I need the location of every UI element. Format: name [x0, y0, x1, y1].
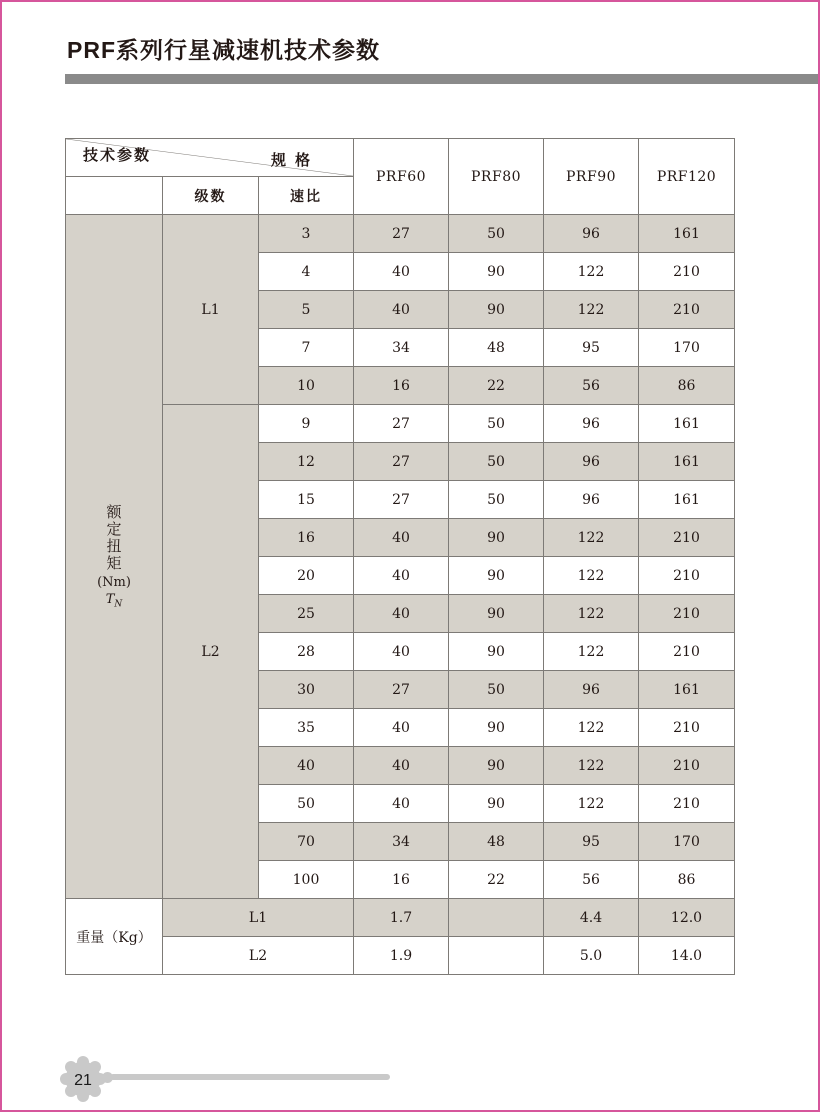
- ratio-cell: 40: [259, 747, 354, 785]
- torque-value-cell: 122: [544, 291, 639, 329]
- weight-row-l1: [66, 899, 735, 937]
- page-title: PRF系列行星减速机技术参数: [67, 37, 380, 63]
- torque-value-cell: 210: [639, 709, 735, 747]
- torque-value-cell: 22: [449, 367, 544, 405]
- torque-value-cell: 16: [354, 367, 449, 405]
- torque-value-cell: 161: [639, 443, 735, 481]
- torque-value-cell: 161: [639, 405, 735, 443]
- ratio-cell: 4: [259, 253, 354, 291]
- torque-value-cell: 27: [354, 443, 449, 481]
- page-number-gear-badge: [57, 1053, 109, 1105]
- torque-value-cell: 27: [354, 481, 449, 519]
- ratio-cell: 7: [259, 329, 354, 367]
- torque-value-cell: 27: [354, 671, 449, 709]
- stage-group-L1: L1: [163, 215, 259, 405]
- header-row-1: [66, 139, 735, 177]
- ratio-cell: 15: [259, 481, 354, 519]
- spec-table: [65, 138, 735, 975]
- torque-value-cell: 50: [449, 671, 544, 709]
- torque-value-cell: 90: [449, 709, 544, 747]
- weight-value: 5.0: [544, 937, 639, 975]
- ratio-cell: 12: [259, 443, 354, 481]
- torque-value-cell: 96: [544, 405, 639, 443]
- torque-value-cell: 170: [639, 329, 735, 367]
- ratio-cell: 3: [259, 215, 354, 253]
- torque-value-cell: 161: [639, 671, 735, 709]
- torque-value-cell: 210: [639, 785, 735, 823]
- torque-value-cell: 90: [449, 785, 544, 823]
- weight-value: [449, 899, 544, 937]
- torque-value-cell: 40: [354, 785, 449, 823]
- weight-value: 12.0: [639, 899, 735, 937]
- weight-row-l2: [66, 937, 735, 975]
- weight-value: 1.7: [354, 899, 449, 937]
- torque-value-cell: 90: [449, 253, 544, 291]
- ratio-cell: 16: [259, 519, 354, 557]
- corner-empty-cell: [66, 177, 163, 215]
- torque-value-cell: 122: [544, 519, 639, 557]
- column-header-prf80: PRF80: [449, 139, 544, 215]
- corner-params-label: 技术参数: [83, 147, 152, 164]
- torque-value-cell: 210: [639, 633, 735, 671]
- ratio-cell: 35: [259, 709, 354, 747]
- torque-value-cell: 122: [544, 253, 639, 291]
- table-row: [66, 405, 735, 443]
- torque-value-cell: 50: [449, 481, 544, 519]
- torque-value-cell: 170: [639, 823, 735, 861]
- torque-value-cell: 122: [544, 633, 639, 671]
- weight-label: 重量（Kg）: [66, 899, 163, 975]
- torque-value-cell: 96: [544, 671, 639, 709]
- torque-value-cell: 40: [354, 291, 449, 329]
- torque-value-cell: 96: [544, 481, 639, 519]
- torque-value-cell: 40: [354, 709, 449, 747]
- torque-value-cell: 48: [449, 329, 544, 367]
- ratio-cell: 70: [259, 823, 354, 861]
- torque-value-cell: 16: [354, 861, 449, 899]
- torque-value-cell: 122: [544, 785, 639, 823]
- torque-value-cell: 90: [449, 291, 544, 329]
- ratio-cell: 20: [259, 557, 354, 595]
- torque-value-cell: 95: [544, 823, 639, 861]
- ratio-cell: 10: [259, 367, 354, 405]
- torque-value-cell: 90: [449, 519, 544, 557]
- column-header-prf90: PRF90: [544, 139, 639, 215]
- torque-value-cell: 40: [354, 747, 449, 785]
- weight-value: 14.0: [639, 937, 735, 975]
- torque-value-cell: 96: [544, 215, 639, 253]
- ratio-cell: 25: [259, 595, 354, 633]
- torque-value-cell: 34: [354, 329, 449, 367]
- torque-value-cell: 210: [639, 519, 735, 557]
- torque-value-cell: 210: [639, 557, 735, 595]
- torque-value-cell: 210: [639, 253, 735, 291]
- torque-value-cell: 50: [449, 215, 544, 253]
- weight-value: 1.9: [354, 937, 449, 975]
- rated-torque-label: 额 定 扭 矩 (Nm) $T_N$: [66, 215, 163, 899]
- column-header-prf120: PRF120: [639, 139, 735, 215]
- table-corner-cell: [66, 139, 354, 177]
- torque-value-cell: 40: [354, 633, 449, 671]
- torque-value-cell: 86: [639, 861, 735, 899]
- torque-value-cell: 90: [449, 633, 544, 671]
- torque-value-cell: 40: [354, 253, 449, 291]
- stage-column-header: 级数: [163, 177, 259, 215]
- ratio-cell: 28: [259, 633, 354, 671]
- torque-value-cell: 210: [639, 595, 735, 633]
- weight-stage-l2: L2: [163, 937, 354, 975]
- torque-value-cell: 56: [544, 367, 639, 405]
- torque-value-cell: 210: [639, 747, 735, 785]
- column-header-prf60: PRF60: [354, 139, 449, 215]
- page-number: 21: [74, 1072, 92, 1089]
- torque-value-cell: 90: [449, 595, 544, 633]
- torque-value-cell: 122: [544, 747, 639, 785]
- corner-spec-label: 规格: [271, 152, 320, 169]
- torque-value-cell: 50: [449, 405, 544, 443]
- torque-value-cell: 95: [544, 329, 639, 367]
- footer-divider-line: [110, 1074, 390, 1080]
- stage-group-L2: L2: [163, 405, 259, 899]
- torque-value-cell: 86: [639, 367, 735, 405]
- torque-value-cell: 210: [639, 291, 735, 329]
- torque-value-cell: 50: [449, 443, 544, 481]
- torque-value-cell: 40: [354, 557, 449, 595]
- ratio-cell: 30: [259, 671, 354, 709]
- weight-stage-l1: L1: [163, 899, 354, 937]
- table-row: [66, 215, 735, 253]
- ratio-column-header: 速比: [259, 177, 354, 215]
- torque-value-cell: 96: [544, 443, 639, 481]
- ratio-cell: 5: [259, 291, 354, 329]
- torque-value-cell: 122: [544, 709, 639, 747]
- torque-value-cell: 34: [354, 823, 449, 861]
- torque-value-cell: 161: [639, 481, 735, 519]
- torque-value-cell: 40: [354, 519, 449, 557]
- weight-value: [449, 937, 544, 975]
- torque-value-cell: 48: [449, 823, 544, 861]
- torque-value-cell: 40: [354, 595, 449, 633]
- ratio-cell: 50: [259, 785, 354, 823]
- torque-value-cell: 122: [544, 557, 639, 595]
- torque-value-cell: 90: [449, 557, 544, 595]
- title-underline-bar: [65, 74, 818, 84]
- torque-value-cell: 122: [544, 595, 639, 633]
- torque-value-cell: 22: [449, 861, 544, 899]
- ratio-cell: 9: [259, 405, 354, 443]
- torque-value-cell: 161: [639, 215, 735, 253]
- torque-value-cell: 27: [354, 215, 449, 253]
- ratio-cell: 100: [259, 861, 354, 899]
- torque-value-cell: 56: [544, 861, 639, 899]
- torque-value-cell: 27: [354, 405, 449, 443]
- torque-value-cell: 90: [449, 747, 544, 785]
- weight-value: 4.4: [544, 899, 639, 937]
